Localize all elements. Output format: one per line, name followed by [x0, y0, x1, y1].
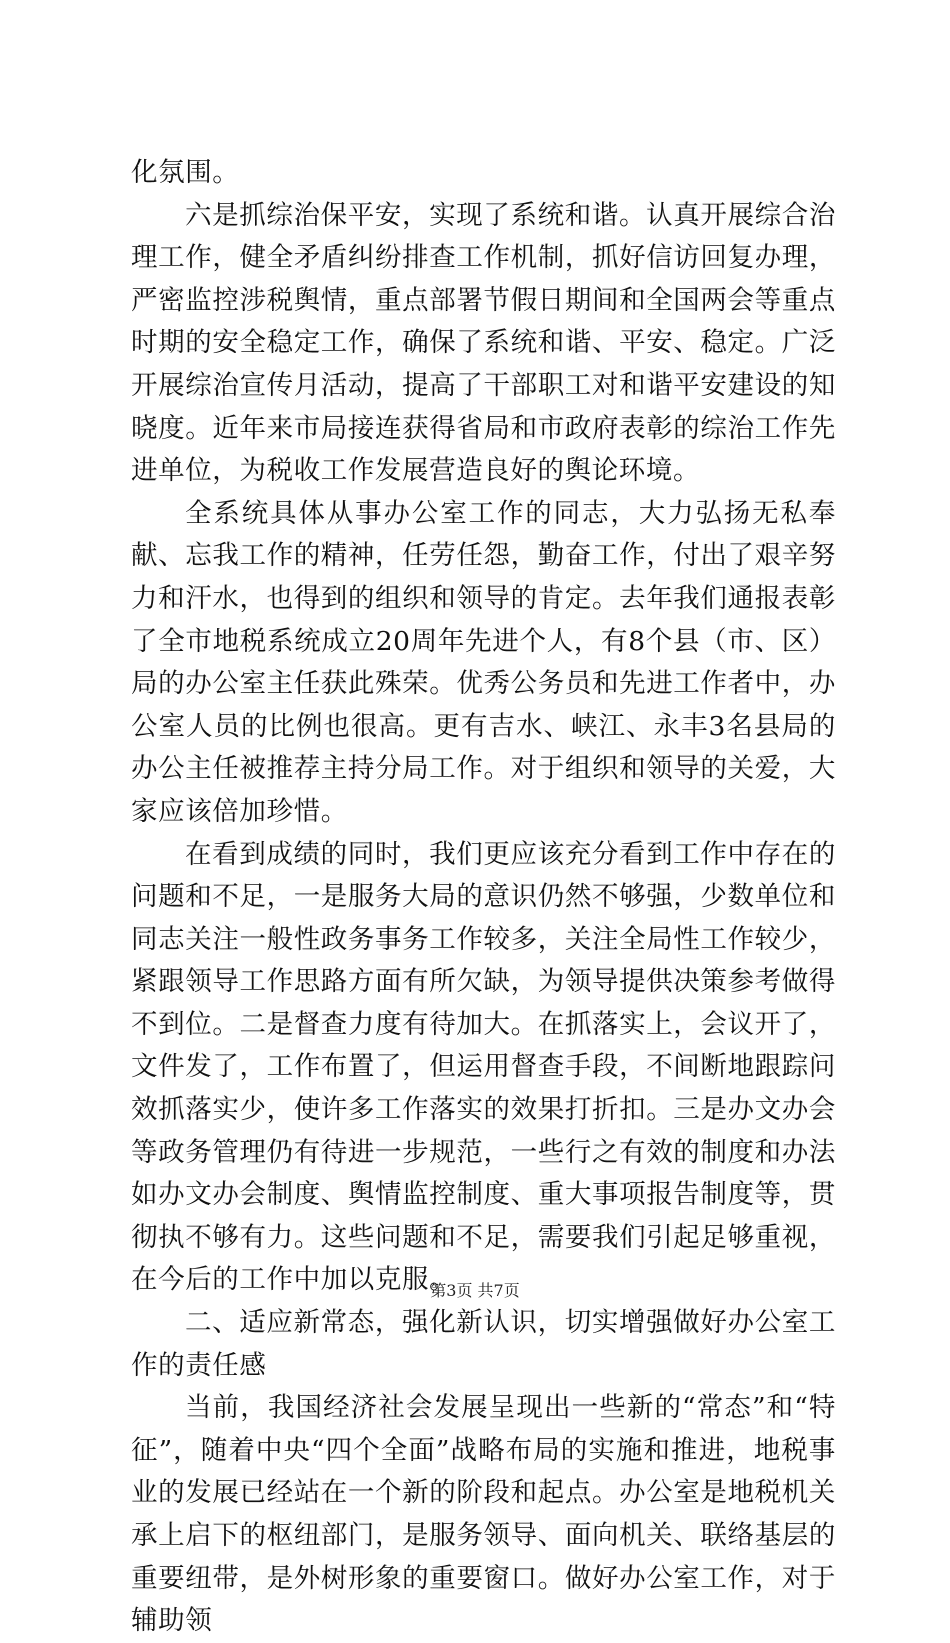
page-number-footer: 第3页 共7页: [430, 1281, 520, 1300]
paragraph-comprehensive-governance: 六是抓综治保平安，实现了系统和谐。认真开展综合治理工作，健全矛盾纠纷排查工作机制，抓好信访回复办理，严密监控涉税舆情，重点部署节假日期间和全国两会等重点时期的安全稳定工作，确保了系统和谐、平安、稳定。广泛开展综治宣传月活动，提高了干部职工对和谐平安建设的知晓度。近年来市局接连获得省局和市政府表彰的综治工作先进单位，为税收工作发展营造良好的舆论环境。: [131, 199, 836, 487]
document-body: [131, 152, 836, 1643]
paragraph-problems-and-shortcomings: 在看到成绩的同时，我们更应该充分看到工作中存在的问题和不足，一是服务大局的意识仍然不够强，少数单位和同志关注一般性政务事务工作较多，关注全局性工作较少，紧跟领导工作思路方面有所欠缺，为领导提供决策参考做得不到位。二是督查力度有待加大。在抓落实上，会议开了，文件发了，工作布置了，但运用督查手段，不间断地跟踪问效抓落实少，使许多工作落实的效果打折扣。三是办文办会等政务管理仍有待进一步规范，一些行之有效的制度和办法如办文办会制度、舆情监控制度、重大事项报告制度等，贯彻执不够有力。这些问题和不足，需要我们引起足够重视，在今后的工作中加以克服。: [131, 838, 836, 1296]
paragraph-office-staff-recognition: 全系统具体从事办公室工作的同志，大力弘扬无私奉献、忘我工作的精神，任劳任怨，勤奋工作，付出了艰辛努力和汗水，也得到的组织和领导的肯定。去年我们通报表彰了全市地税系统成立20周年先进个人，有8个县（市、区）局的办公室主任获此殊荣。优秀公务员和先进工作者中，办公室人员的比例也很高。更有吉水、峡江、永丰3名县局的办公主任被推荐主持分局工作。对于组织和领导的关爱，大家应该倍加珍惜。: [131, 497, 836, 827]
paragraph-current-situation: 当前，我国经济社会发展呈现出一些新的“常态”和“特征”，随着中央“四个全面”战略布局的实施和推进，地税事业的发展已经站在一个新的阶段和起点。办公室是地税机关承上启下的枢纽部门，是服务领导、面向机关、联络基层的重要纽带，是外树形象的重要窗口。做好办公室工作，对于辅助领: [131, 1392, 836, 1637]
section-heading-new-normal: 二、适应新常态，强化新认识，切实增强做好办公室工作的责任感: [131, 1307, 836, 1381]
paragraph-continuation: 化氛围。: [131, 157, 240, 188]
